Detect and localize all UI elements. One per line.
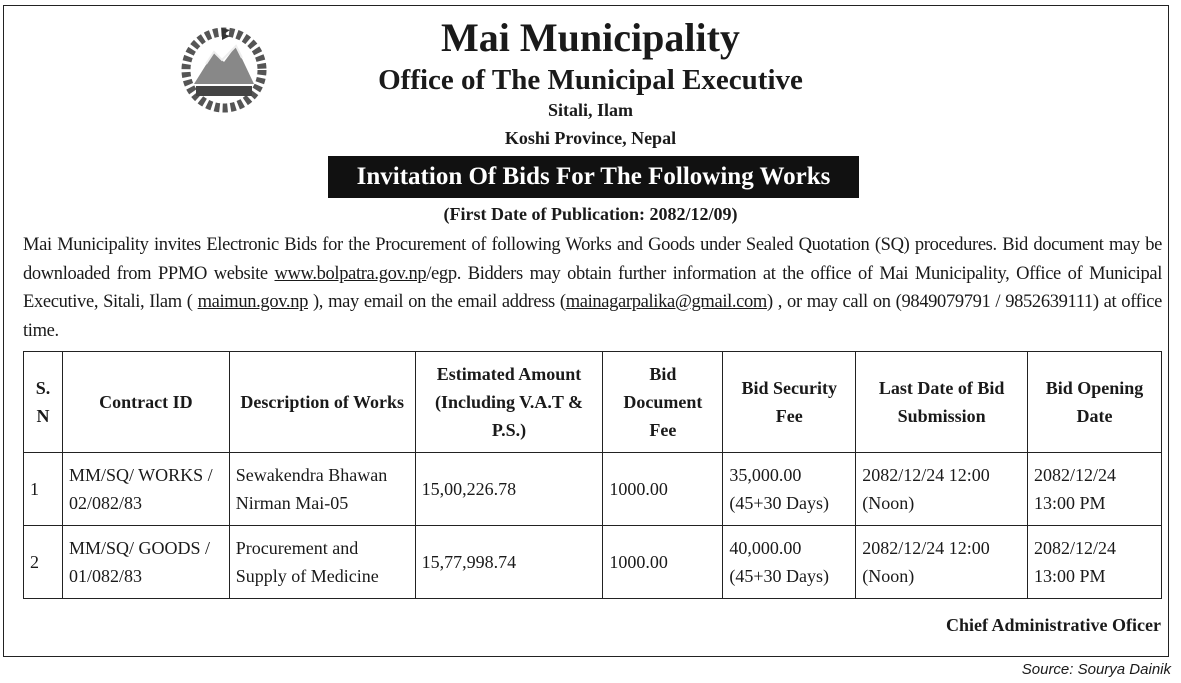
intro-text: /egp. Bidders may obtain further information at the office of Mai Municipality, Office of Municipal Executive, Sitali, Ilam (: [23, 263, 1162, 312]
header-security-fee: Bid Security Fee: [723, 352, 856, 453]
table-header-row: [24, 352, 1162, 453]
cell-opening-date: 2082/12/24 13:00 PM: [1028, 526, 1162, 599]
cell-contract-id: MM/SQ/ GOODS / 01/082/83: [62, 526, 229, 599]
cell-estimated-amount: 15,00,226.78: [415, 453, 603, 526]
header-document-fee: Bid Document Fee: [603, 352, 723, 453]
cell-document-fee: 1000.00: [603, 453, 723, 526]
cell-description: Sewakendra Bhawan Nirman Mai-05: [229, 453, 415, 526]
municipality-title: Mai Municipality: [441, 15, 740, 60]
address-line-1: Sitali, Ilam: [547, 100, 633, 120]
header-description: Description of Works: [229, 352, 415, 453]
header-submission-date: Last Date of Bid Submission: [856, 352, 1028, 453]
cell-document-fee: 1000.00: [603, 526, 723, 599]
table-row: [24, 526, 1162, 599]
email-link[interactable]: mainagarpalika@gmail.com: [565, 292, 767, 312]
header-opening-date: Bid Opening Date: [1028, 352, 1162, 453]
intro-text: Mai Municipality invites Electronic Bids for the Procurement of following Works and Goods under Sealed Quotation (SQ) procedures. Bid document may be downloaded from PPMO website: [23, 235, 1162, 284]
intro-paragraph: [23, 231, 1162, 345]
cell-sn: 1: [24, 453, 63, 526]
cell-submission-date: 2082/12/24 12:00 (Noon): [856, 453, 1028, 526]
cell-security-fee: 35,000.00 (45+30 Days): [723, 453, 856, 526]
publication-date: (First Date of Publication: 2082/12/09): [443, 204, 738, 224]
cell-sn: 2: [24, 526, 63, 599]
header-contract-id: Contract ID: [62, 352, 229, 453]
cell-estimated-amount: 15,77,998.74: [415, 526, 603, 599]
cell-submission-date: 2082/12/24 12:00 (Noon): [856, 526, 1028, 599]
notice-banner: Invitation Of Bids For The Following Works: [328, 156, 859, 198]
header-sn: S. N: [24, 352, 63, 453]
cell-contract-id: MM/SQ/ WORKS / 02/082/83: [62, 453, 229, 526]
website-link[interactable]: maimun.gov.np: [197, 292, 308, 312]
bolpatra-link[interactable]: www.bolpatra.gov.np: [274, 263, 427, 284]
source-credit: Source: Sourya Dainik: [1021, 661, 1171, 678]
table-row: [24, 453, 1162, 526]
header-estimated-amount: Estimated Amount (Including V.A.T & P.S.): [415, 352, 603, 453]
cell-security-fee: 40,000.00 (45+30 Days): [723, 526, 856, 599]
office-title: Office of The Municipal Executive: [378, 64, 803, 96]
cell-description: Procurement and Supply of Medicine: [229, 526, 415, 599]
address-line-2: Koshi Province, Nepal: [504, 128, 677, 148]
bids-table: [23, 351, 1162, 599]
signature-title: Chief Administrative Oficer: [946, 615, 1161, 635]
intro-text: ) , or may call on (9849079791 / 9852639111) at office time.: [23, 292, 1162, 341]
intro-text: ), may email on the email address (: [308, 292, 566, 312]
cell-opening-date: 2082/12/24 13:00 PM: [1028, 453, 1162, 526]
